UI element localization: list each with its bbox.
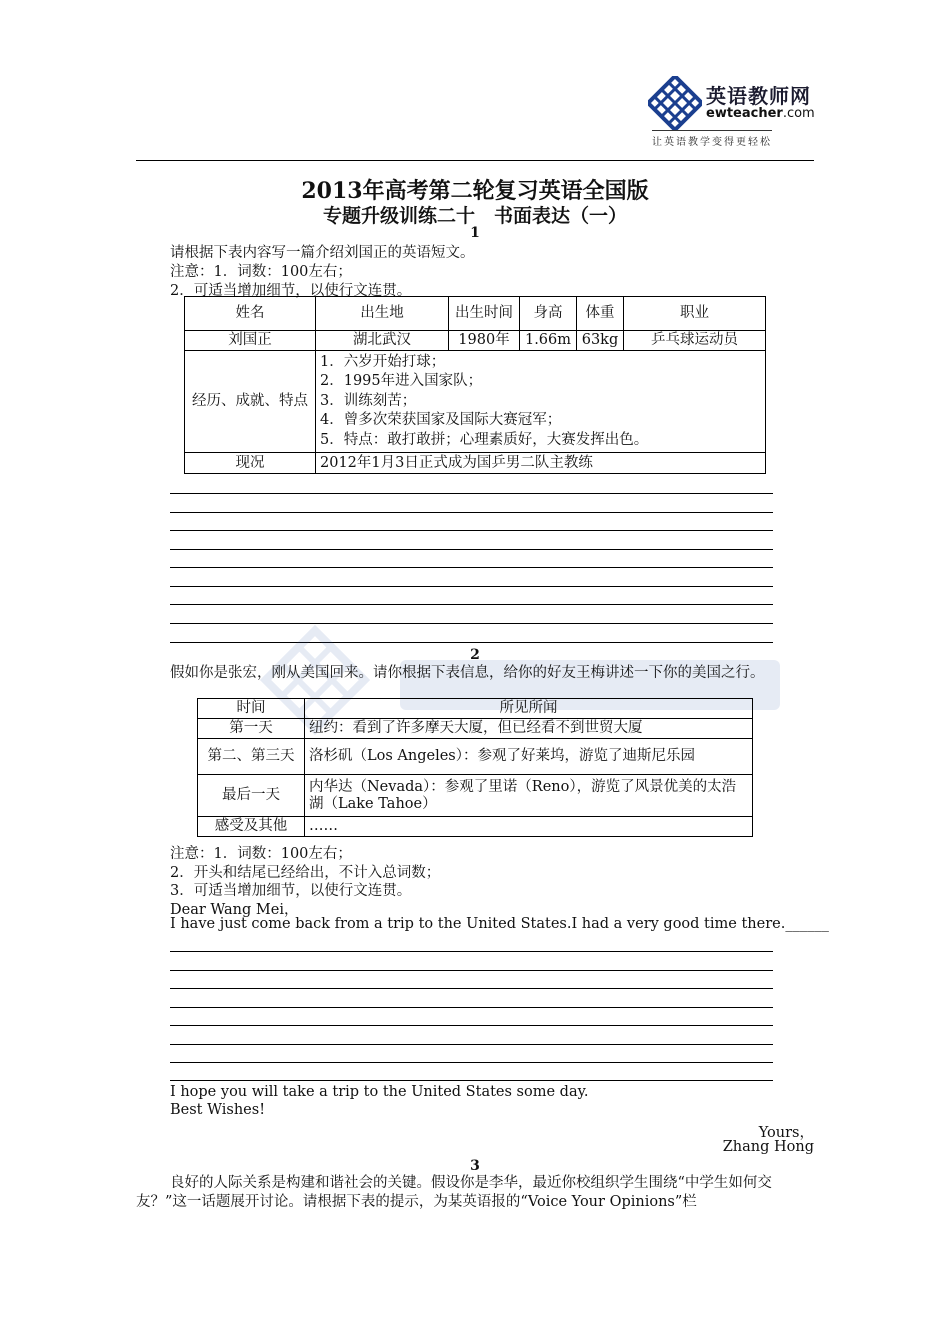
- header-rule: [136, 160, 814, 161]
- cell-day: 第一天: [198, 719, 305, 739]
- writing-line[interactable]: [170, 549, 773, 550]
- section-1-note-1: 注意：1．词数：100左右；: [170, 264, 352, 280]
- section-1-prompt: 请根据下表内容写一篇介绍刘国正的英语短文。: [170, 245, 475, 261]
- header-experience: 所见所闻: [305, 699, 753, 719]
- writing-line[interactable]: [170, 604, 773, 605]
- cell-birth-time: 1980年: [449, 331, 520, 351]
- writing-line[interactable]: [170, 988, 773, 989]
- cell-experience-label: 经历、成就、特点: [185, 351, 316, 453]
- logo-name-cn: 英语教师网: [706, 84, 811, 108]
- section-2-number: 2: [470, 647, 480, 663]
- experience-item: 1．六岁开始打球；: [320, 353, 446, 370]
- section-3-prompt: 良好的人际关系是构建和谐社会的关键。假设你是李华，最近你校组织学生围绕“中学生如何交友？”这一话题展开讨论。请根据下表的提示，为某英语报的“Voice Your Opinions”栏: [136, 1175, 772, 1210]
- logo-name-en: ewteacher.com: [706, 106, 815, 121]
- logo-slogan: 让英语教学变得更轻松: [652, 130, 772, 148]
- header-name: 姓名: [185, 297, 316, 331]
- cell-activity: ……: [305, 817, 753, 837]
- section-1-number: 1: [470, 225, 480, 241]
- letter-sign-off: Yours，: [758, 1125, 814, 1141]
- letter-wishes: Best Wishes!: [170, 1102, 266, 1118]
- letter-signature: Zhang Hong: [722, 1139, 814, 1155]
- writing-line[interactable]: [170, 970, 773, 971]
- experience-item: 4．曾多次荣获国家及国际大赛冠军；: [320, 412, 562, 429]
- section-1-note-2: 2．可适当增加细节，以使行文连贯。: [170, 283, 412, 299]
- experience-item: 3．训练刻苦；: [320, 392, 417, 409]
- writing-line[interactable]: [170, 586, 773, 587]
- section-2-note-2: 2．开头和结尾已经给出，不计入总词数；: [170, 865, 441, 881]
- site-logo: [648, 72, 818, 152]
- writing-line[interactable]: [170, 1080, 773, 1081]
- cell-day: 第二、第三天: [198, 739, 305, 775]
- cell-weight: 63kg: [577, 331, 624, 351]
- writing-line[interactable]: [170, 493, 773, 494]
- header-height: 身高: [520, 297, 577, 331]
- cell-status-value: 2012年1月3日正式成为国乒男二队主教练: [316, 453, 766, 474]
- trip-table: [197, 698, 753, 837]
- document-title: 2013年高考第二轮复习英语全国版: [301, 178, 649, 204]
- document-subtitle: 专题升级训练二十 书面表达（一）: [322, 205, 627, 227]
- header-time: 时间: [198, 699, 305, 719]
- cell-activity: 纽约：看到了许多摩天大厦，但已经看不到世贸大厦: [305, 719, 753, 739]
- writing-line[interactable]: [170, 1044, 773, 1045]
- cell-activity: 内华达（Nevada）：参观了里诺（Reno），游览了风景优美的太浩湖（Lake Tahoe）: [305, 775, 753, 817]
- writing-line[interactable]: [170, 1025, 773, 1026]
- cell-occupation: 乒乓球运动员: [624, 331, 766, 351]
- cell-activity: 洛杉矶（Los Angeles）：参观了好莱坞，游览了迪斯尼乐园: [305, 739, 753, 775]
- cell-birthplace: 湖北武汉: [316, 331, 449, 351]
- writing-line[interactable]: [170, 1007, 773, 1008]
- header-birthplace: 出生地: [316, 297, 449, 331]
- writing-line[interactable]: [170, 567, 773, 568]
- letter-closing: I hope you will take a trip to the United States some day.: [170, 1084, 589, 1100]
- section-2-note-1: 注意：1．词数：100左右；: [170, 846, 352, 862]
- writing-line[interactable]: [170, 1062, 773, 1063]
- letter-greeting: Dear Wang Mei，: [170, 902, 299, 918]
- logo-mark-icon: [648, 76, 702, 130]
- cell-height: 1.66m: [520, 331, 577, 351]
- profile-table: [184, 296, 766, 474]
- writing-line[interactable]: [170, 530, 773, 531]
- writing-line[interactable]: [170, 512, 773, 513]
- cell-name: 刘国正: [185, 331, 316, 351]
- cell-status-label: 现况: [185, 453, 316, 474]
- experience-item: 5．特点：敢打敢拼；心理素质好，大赛发挥出色。: [320, 431, 649, 448]
- cell-day: 感受及其他: [198, 817, 305, 837]
- cell-day: 最后一天: [198, 775, 305, 817]
- writing-line[interactable]: [170, 951, 773, 952]
- header-occupation: 职业: [624, 297, 766, 331]
- section-3-number: 3: [470, 1158, 480, 1174]
- section-2-prompt: 假如你是张宏，刚从美国回来。请你根据下表信息，给你的好友王梅讲述一下你的美国之行。: [170, 665, 765, 681]
- section-2-note-3: 3．可适当增加细节，以使行文连贯。: [170, 883, 412, 899]
- experience-item: 2．1995年进入国家队；: [320, 373, 483, 390]
- header-weight: 体重: [577, 297, 624, 331]
- header-birth-time: 出生时间: [449, 297, 520, 331]
- cell-experience-list: [316, 351, 766, 453]
- letter-opening: I have just come back from a trip to the United States.I had a very good time there.______: [170, 916, 829, 932]
